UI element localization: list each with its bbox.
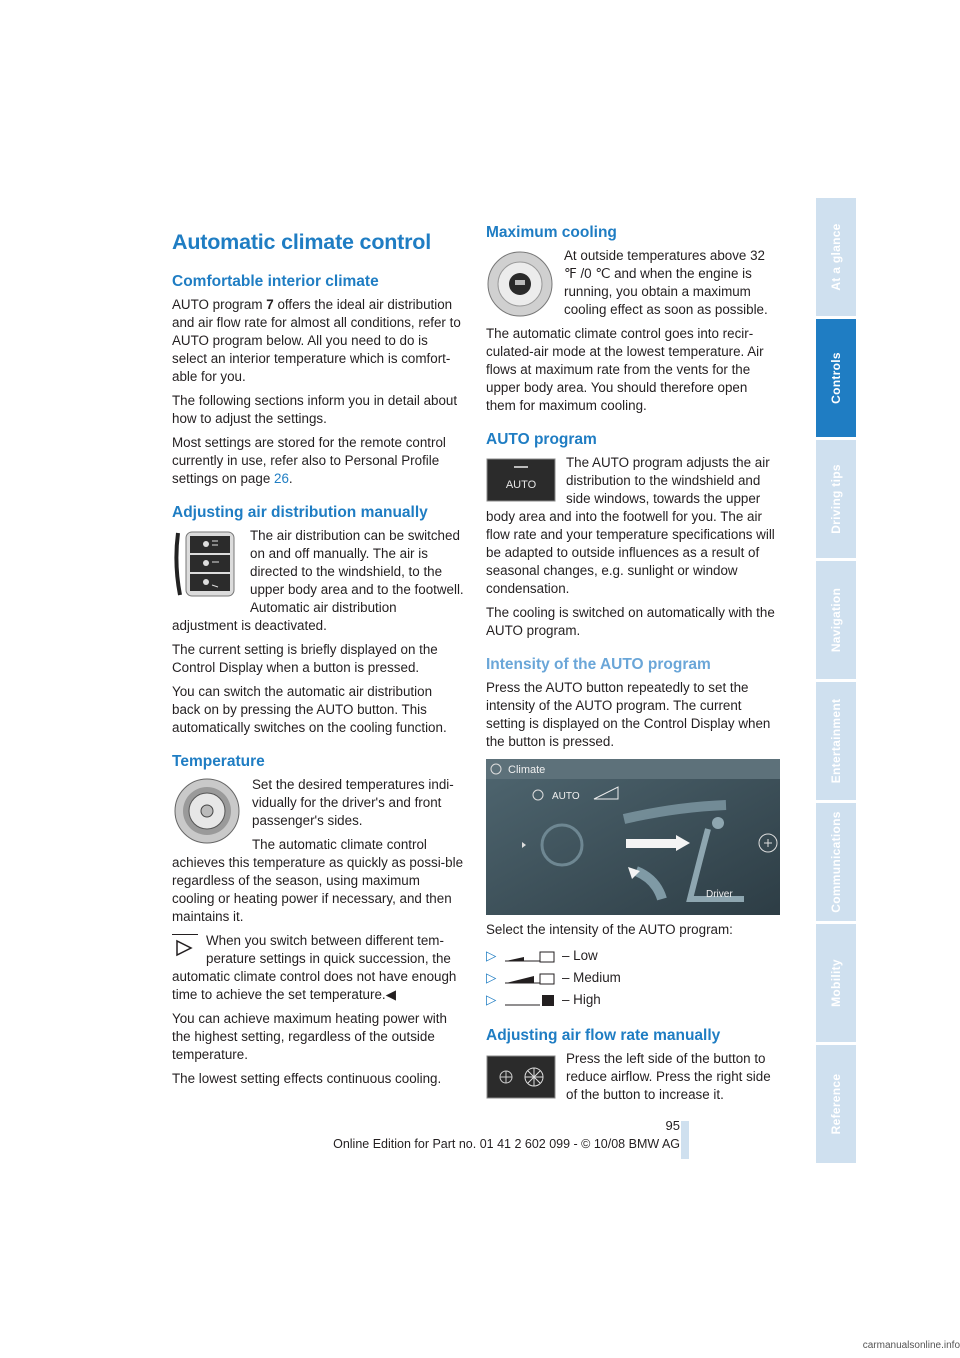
air-distribution-paragraph-1: The air distribution can be switched on and off manually. The air is directed to the windshield, to the upper body area and to the footwell. Automatic air distribution adjustment is deactivated. (172, 528, 464, 633)
tab-navigation[interactable] (816, 561, 856, 679)
tab-label: Communications (829, 811, 843, 913)
text: . (288, 471, 293, 486)
page-number: 95 (665, 1118, 680, 1133)
temperature-paragraph-4: The lowest setting effects continuous cooling. (172, 1071, 442, 1086)
screen-auto-label: AUTO (552, 791, 580, 802)
tab-label: Reference (829, 1073, 843, 1135)
list-item (486, 989, 780, 1011)
auto-program-paragraph-1: The AUTO program adjusts the air distribution to the windshield and side windows, towards the upper body area and into the footwell for you. The air flow rate and your temperature specifications will be adapted to outside influences as a result of seasonal changes, e.g. sunlight or window condensation. (486, 455, 775, 596)
tab-reference[interactable] (816, 1045, 856, 1163)
temperature-paragraph-2: The automatic climate control achieves this temperature as quickly as possi-ble regardless of the season, using maximum cooling or heating power if necessary, and then maintains it. (172, 837, 464, 924)
temperature-note (172, 932, 464, 1004)
intensity-low-label: – Low (562, 948, 598, 963)
air-distribution-paragraph-3: You can switch the automatic air distribution back on by pressing the AUTO button. This automatically switches on the cooling function. (172, 684, 447, 735)
comfort-paragraph-1 (172, 296, 464, 386)
text: offers the ideal air distribution and air flow rate for almost all conditions, refer to AUTO program below. All you need to do is select an interior temperature which is comfort-able for you. (172, 297, 461, 384)
tab-at-a-glance[interactable] (816, 198, 856, 316)
max-cooling-button-icon (486, 249, 554, 319)
page-title: Automatic climate control (172, 230, 432, 254)
heading-air-flow: Adjusting air flow rate manually (486, 1027, 721, 1044)
bullet-arrow-icon: ▷ (486, 992, 497, 1007)
section-air-distribution (172, 504, 464, 737)
watermark: carmanualsonline.info (862, 1340, 960, 1351)
intensity-paragraph-2: Select the intensity of the AUTO program: (486, 922, 733, 937)
tab-label: Entertainment (829, 698, 843, 784)
bullet-arrow-icon: ▷ (486, 970, 497, 985)
section-temperature (172, 753, 464, 1088)
intensity-paragraph-1: Press the AUTO button repeatedly to set the intensity of the AUTO program. The current setting is displayed on the Control Display when the button is pressed. (486, 680, 771, 749)
section-sidebar (816, 198, 856, 1166)
callout-number: 7 (266, 297, 274, 312)
tab-mobility[interactable] (816, 924, 856, 1042)
max-cooling-paragraph-2: The automatic climate control goes into recir-culated-air mode at the lowest temperature. Air flows at maximum rate from the vents for the upper body area. You should therefore open them for maximum cooling. (486, 326, 764, 413)
tab-driving-tips[interactable] (816, 440, 856, 558)
air-distribution-buttons-icon (172, 529, 240, 599)
page-link[interactable]: 26 (274, 471, 289, 486)
text: AUTO program (172, 297, 267, 312)
air-distribution-paragraph-2: The current setting is briefly displayed on the Control Display when a button is pressed. (172, 642, 438, 675)
comfort-paragraph-2: The following sections inform you in detail about how to adjust the settings. (172, 393, 458, 426)
auto-button-label: AUTO (505, 479, 537, 491)
tab-communications[interactable] (816, 803, 856, 921)
bullet-arrow-icon: ▷ (486, 948, 497, 963)
heading-air-distribution: Adjusting air distribution manually (172, 504, 428, 521)
tab-label: Mobility (829, 959, 843, 1007)
comfort-paragraph-3 (172, 434, 464, 488)
text: When you switch between different tem-perature settings in quick succession, the automatic climate control does not have enough time to achieve the set temperature. (172, 933, 457, 1002)
footer-text: Online Edition for Part no. 01 41 2 602 099 - © 10/08 BMW AG (333, 1137, 680, 1151)
intensity-low-icon (504, 949, 556, 963)
end-marker-icon: ◀ (385, 987, 396, 1002)
tab-label: Navigation (829, 587, 843, 653)
left-column (172, 224, 464, 1104)
heading-max-cooling: Maximum cooling (486, 224, 617, 241)
section-air-flow (486, 1027, 780, 1110)
control-display-screenshot (486, 759, 780, 915)
air-flow-paragraph-1: Press the left side of the button to reduce airflow. Press the right side of the button to increase it. (566, 1051, 771, 1102)
heading-auto-program: AUTO program (486, 431, 597, 448)
list-item (486, 967, 780, 989)
note-triangle-icon (172, 934, 198, 959)
page-marker (681, 1121, 689, 1159)
heading-temperature: Temperature (172, 753, 265, 770)
climate-display-graphic (486, 759, 780, 915)
heading-intensity: Intensity of the AUTO program (486, 656, 711, 673)
text: Most settings are stored for the remote control currently in use, refer also to Personal Profile settings on page (172, 435, 446, 486)
air-flow-button-icon (486, 1052, 556, 1102)
section-max-cooling (486, 224, 780, 415)
temperature-knob-icon (172, 778, 242, 844)
intensity-medium-label: – Medium (562, 970, 621, 985)
tab-entertainment[interactable] (816, 682, 856, 800)
list-item (486, 945, 780, 967)
temperature-paragraph-1: Set the desired temperatures indi-vidually for the driver's and front passenger's sides. (252, 777, 454, 828)
temperature-paragraph-3: You can achieve maximum heating power with the highest setting, regardless of the outside temperature. (172, 1011, 447, 1062)
heading-comfort: Comfortable interior climate (172, 273, 379, 290)
intensity-high-label: – High (562, 992, 601, 1007)
section-comfort (172, 273, 464, 488)
tab-label: At a glance (829, 223, 843, 291)
screen-title: Climate (508, 764, 546, 776)
section-auto-program (486, 431, 780, 640)
max-cooling-paragraph-1: At outside temperatures above 32 ℉ /0 ℃ and when the engine is running, you obtain a maximum cooling effect as soon as possible. (564, 248, 768, 317)
tab-controls[interactable] (816, 319, 856, 437)
intensity-medium-icon (504, 971, 556, 985)
right-column (486, 224, 780, 1126)
auto-program-paragraph-2: The cooling is switched on automatically with the AUTO program. (486, 605, 775, 638)
auto-button-icon (486, 456, 556, 504)
section-intensity (486, 656, 780, 1011)
tab-label: Driving tips (829, 464, 843, 534)
screen-driver-label: Driver (706, 889, 733, 900)
tab-label: Controls (829, 352, 843, 404)
intensity-high-icon (504, 993, 556, 1007)
